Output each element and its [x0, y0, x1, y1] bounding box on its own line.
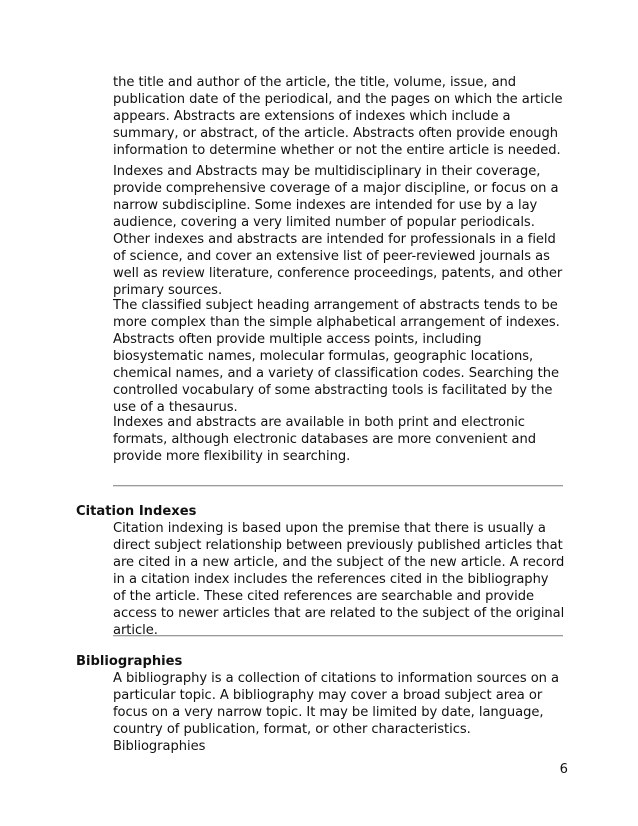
paragraph-formats: Indexes and abstracts are available in both print and electronic formats, although electronic databases are more convenient and provide more flexibility in searching. — [113, 415, 537, 464]
section-divider — [113, 485, 563, 487]
section-divider — [113, 635, 563, 637]
page-number: 6 — [559, 762, 568, 777]
paragraph-citation-indexes: Citation indexing is based upon the premise that there is usually a direct subject relationship between previously published articles that are cited in a new article, and the subject of the new article. A record in a citation index includes the references cited in the bibliography of the article. These cited references are searchable and provide access to newer articles that are related to the subject of the original article. — [113, 521, 565, 638]
paragraph-bibliographies: A bibliography is a collection of citations to information sources on a particular topic. A bibliography may cover a broad subject area or focus on a very narrow topic. It may be limited by date, language, country of publication, format, or other characteristics. Bibliographies — [113, 671, 559, 754]
heading-bibliographies: Bibliographies — [76, 654, 183, 669]
heading-citation-indexes: Citation Indexes — [76, 504, 197, 519]
paragraph-coverage: Indexes and Abstracts may be multidisciplinary in their coverage, provide comprehensive coverage of a major discipline, or focus on a narrow subdiscipline. Some indexes are intended for use by a lay audience, covering a very limited number of popular periodicals. Other indexes and abstracts are intended for professionals in a field of science, and cover an extensive list of peer-reviewed journals as well as review literature, conference proceedings, patents, and other primary sources. — [113, 164, 563, 298]
paragraph-arrangement: The classified subject heading arrangement of abstracts tends to be more complex than the simple alphabetical arrangement of indexes. Abstracts often provide multiple access points, including biosystematic names, molecular formulas, geographic locations, chemical names, and a variety of classification codes. Searching the controlled vocabulary of some abstracting tools is facilitated by the use of a thesaurus. — [113, 298, 560, 415]
paragraph-abstracts-description: the title and author of the article, the title, volume, issue, and publication date of the periodical, and the pages on which the article appears. Abstracts are extensions of indexes which include a summary, or abstract, of the article. Abstracts often provide enough information to determine whether or not the entire article is needed. — [113, 75, 563, 158]
